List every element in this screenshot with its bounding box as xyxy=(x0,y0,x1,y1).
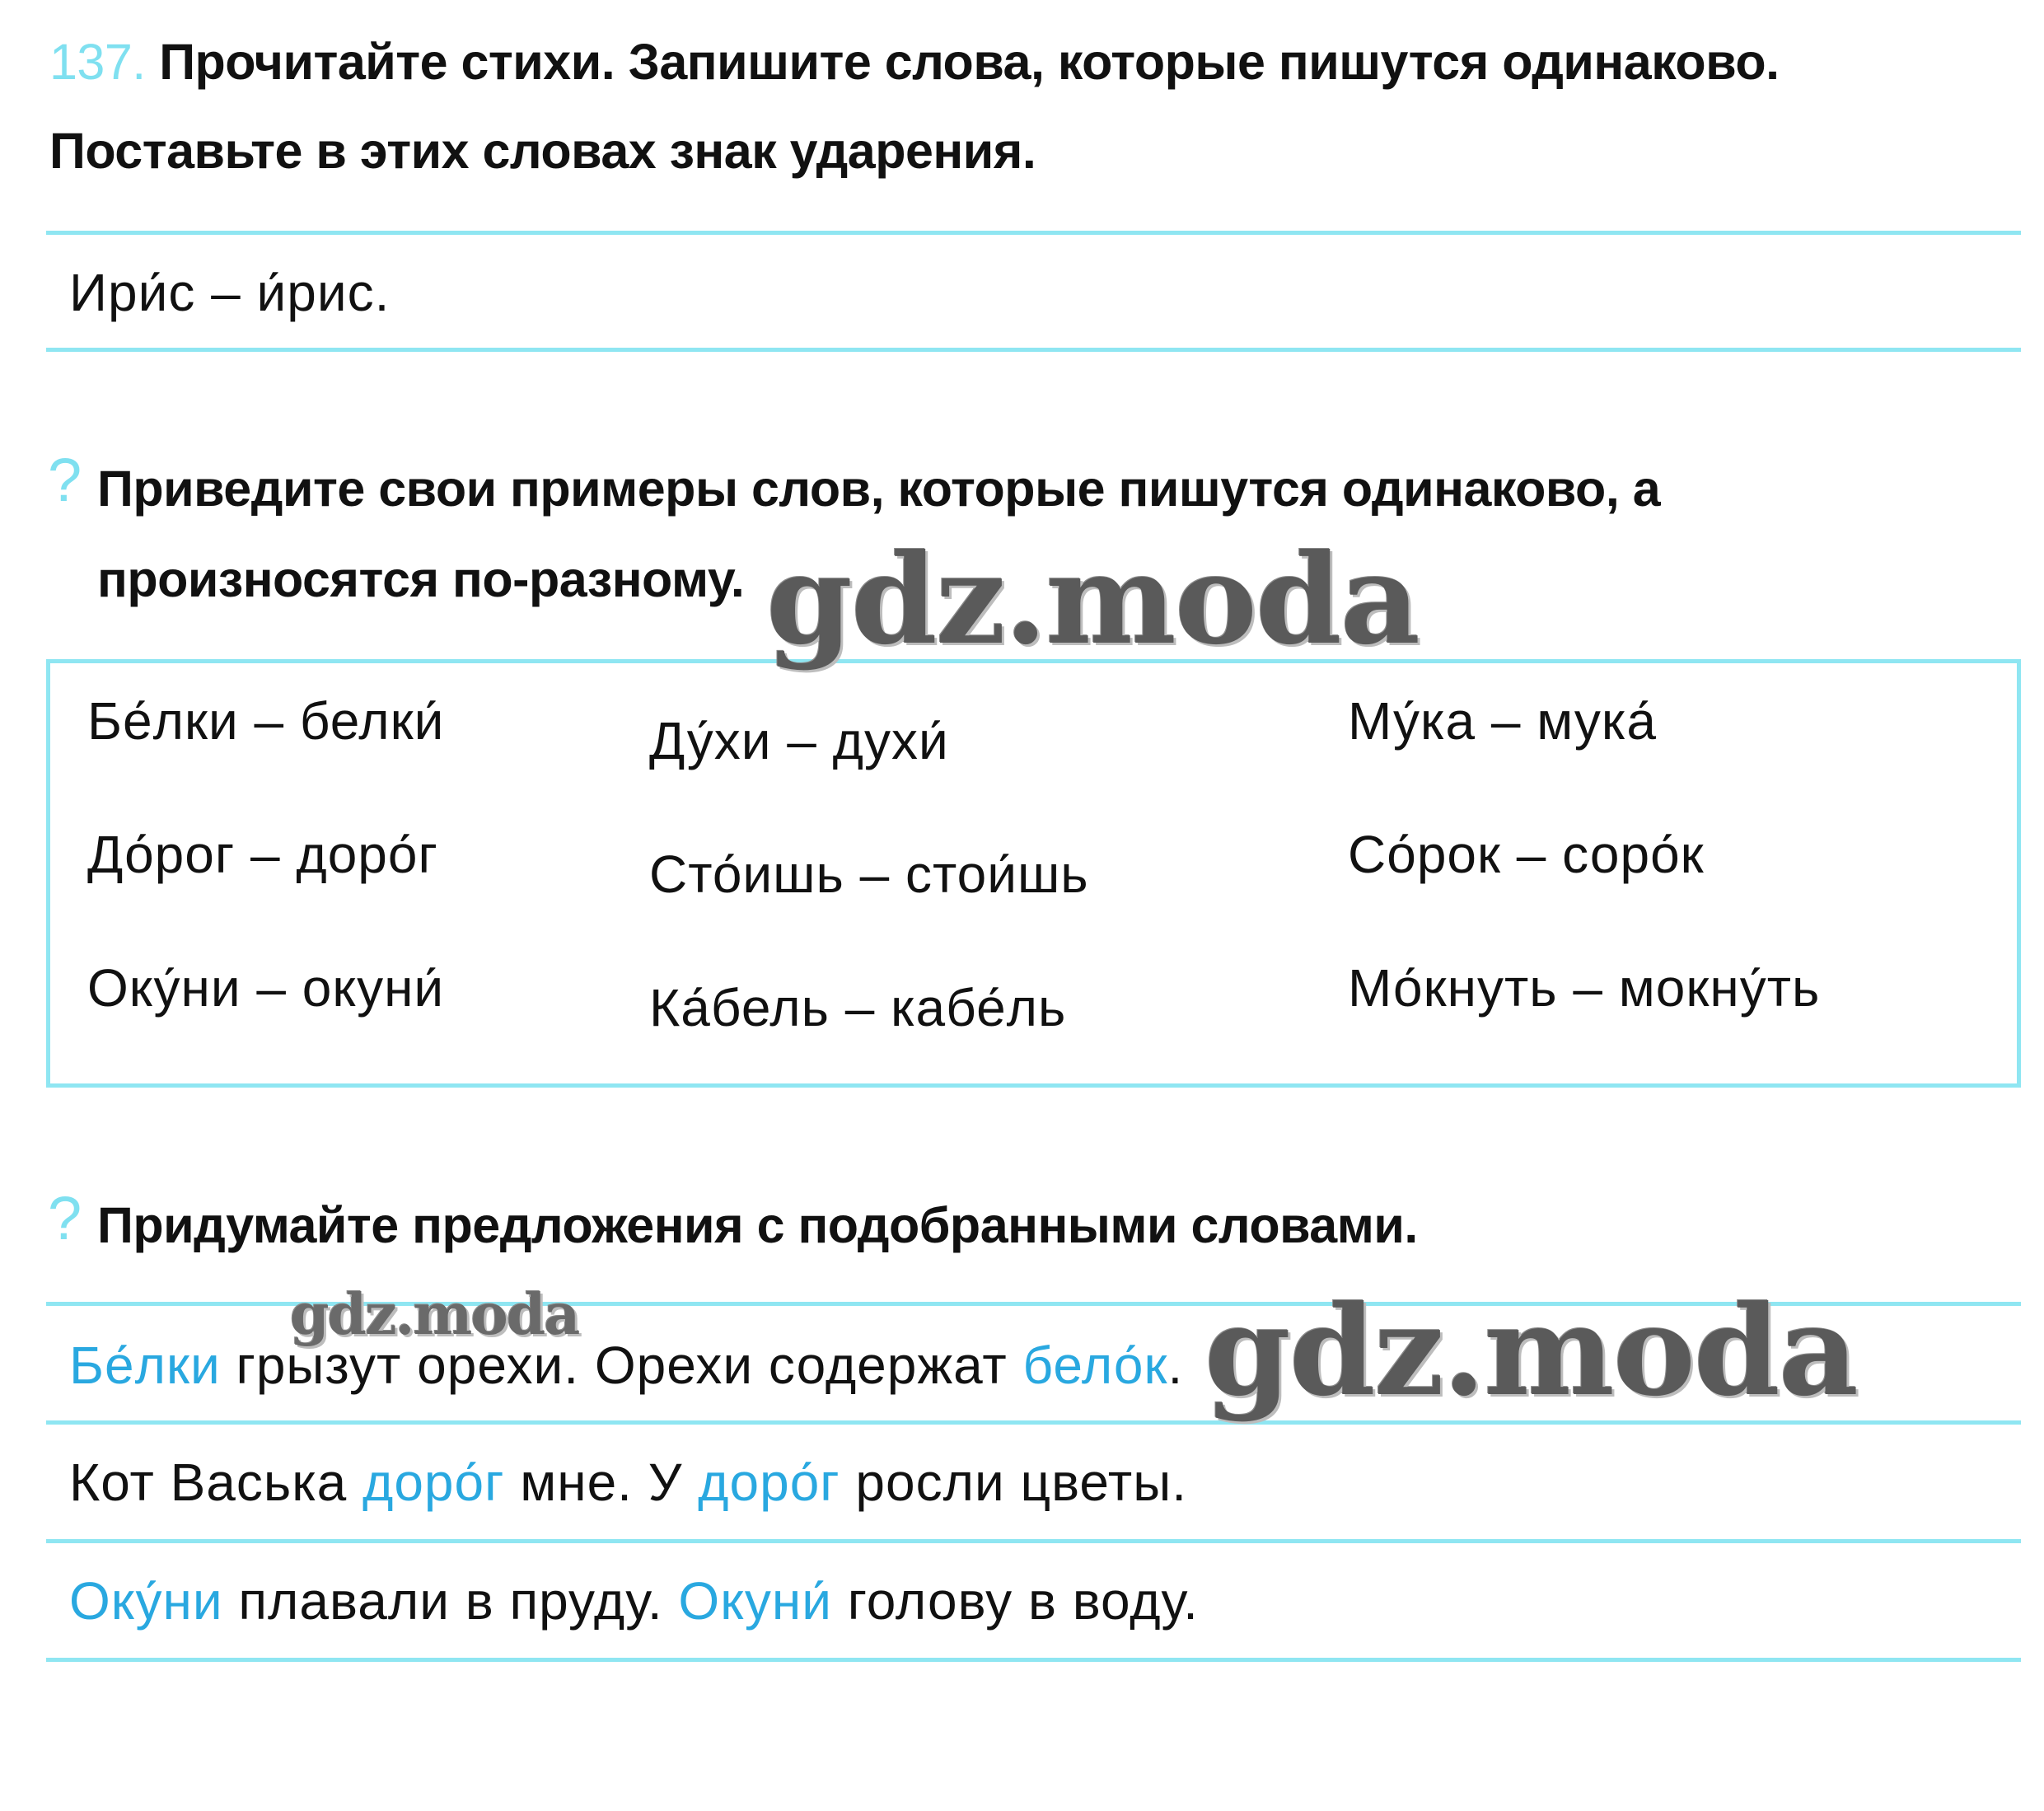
question1-line2: произносятся по-разному. xyxy=(97,551,745,607)
word-pair: Оку́ни – окуни́ xyxy=(87,958,445,1018)
sentence-line xyxy=(69,1570,1199,1631)
sentence-text: грызут орехи. Орехи содержат xyxy=(220,1336,1023,1395)
highlighted-word: Оку́ни xyxy=(69,1571,223,1631)
highlighted-word: доро́г xyxy=(698,1453,840,1512)
sentence-text: Кот Васька xyxy=(69,1453,362,1512)
sentence-text: росли цветы. xyxy=(840,1453,1187,1512)
word-pair: Сто́ишь – стои́шь xyxy=(649,845,1089,904)
highlighted-word: доро́г xyxy=(362,1453,505,1512)
question2-text: Придумайте предложения с подобранными словами. xyxy=(97,1197,1418,1253)
question-mark-icon: ? xyxy=(48,446,82,514)
sentence-line xyxy=(69,1335,1183,1396)
word-pair: Мо́кнуть – мокну́ть xyxy=(1348,958,1821,1018)
question1-line1: Приведите свои примеры слов, которые пишутся одинаково, а xyxy=(97,461,1661,517)
word-pair: До́рог – доро́г xyxy=(87,825,438,884)
watermark-logo: gdz.moda xyxy=(290,1282,579,1348)
task-heading-line1 xyxy=(49,33,1780,91)
word-pair: Бе́лки – белки́ xyxy=(87,691,445,751)
word-pair: Ду́хи – духи́ xyxy=(649,711,949,770)
highlighted-word: Бе́лки xyxy=(69,1336,221,1395)
sentence-text: мне. У xyxy=(504,1453,699,1512)
word-pair: Со́рок – соро́к xyxy=(1348,825,1705,884)
sentence-line xyxy=(69,1452,1187,1513)
sentence-text: . xyxy=(1167,1336,1184,1395)
task-heading-line2: Поставьте в этих словах знак ударения. xyxy=(49,123,1036,179)
divider xyxy=(46,1539,2021,1543)
question-mark-icon: ? xyxy=(48,1184,82,1252)
task-number: 137. xyxy=(49,34,146,90)
word-pair: Му́ка – мука́ xyxy=(1348,691,1657,751)
watermark-logo: gdz.moda xyxy=(1204,1279,1858,1424)
divider xyxy=(46,231,2021,235)
watermark-logo: gdz.moda xyxy=(766,527,1420,672)
highlighted-word: Окуни́ xyxy=(678,1571,832,1631)
sentence-text: плавали в пруду. xyxy=(222,1571,679,1631)
task-answer: Ири́с – и́рис. xyxy=(69,263,391,322)
task-instruction-1: Прочитайте стихи. Запишите слова, которые пишутся одинаково. xyxy=(159,34,1780,90)
highlighted-word: бело́к xyxy=(1022,1336,1168,1395)
word-pair: Ка́бель – кабе́ль xyxy=(649,978,1067,1037)
divider xyxy=(46,348,2021,352)
sentence-text: голову в воду. xyxy=(832,1571,1199,1631)
divider xyxy=(46,1658,2021,1662)
